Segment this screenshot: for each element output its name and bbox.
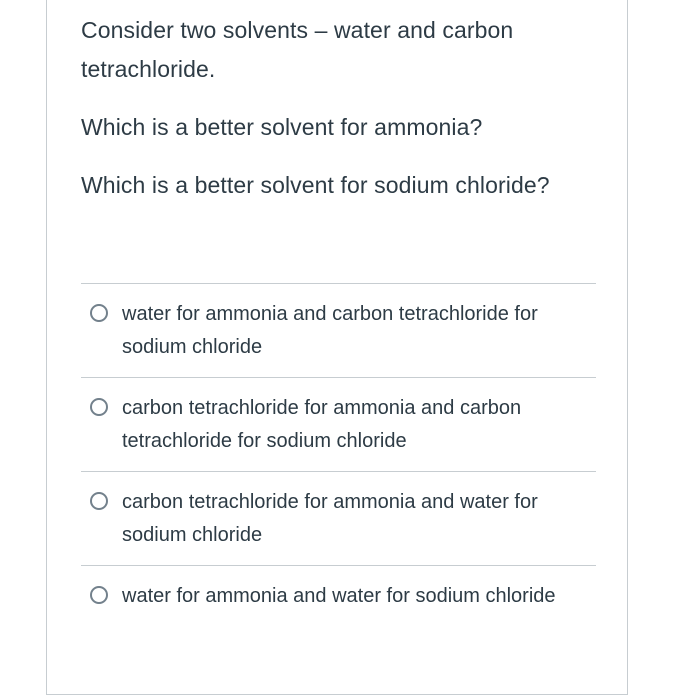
question-text	[81, 11, 601, 224]
answer-option-1[interactable]	[81, 283, 596, 377]
answer-label[interactable]: water for ammonia and water for sodium chloride	[122, 585, 556, 607]
question-sodium-chloride: Which is a better solvent for sodium chloride?	[81, 172, 550, 198]
answer-label[interactable]: carbon tetrachloride for ammonia and water for sodium chloride	[122, 491, 538, 546]
question-card	[46, 0, 628, 695]
radio-button[interactable]	[90, 304, 108, 322]
radio-button[interactable]	[90, 492, 108, 510]
answer-option-4[interactable]	[81, 565, 596, 659]
answer-option-3[interactable]	[81, 471, 596, 565]
radio-button[interactable]	[90, 398, 108, 416]
question-intro: Consider two solvents – water and carbon tetrachloride.	[81, 17, 514, 82]
answer-list	[81, 283, 596, 659]
question-ammonia: Which is a better solvent for ammonia?	[81, 114, 483, 140]
radio-button[interactable]	[90, 586, 108, 604]
answer-label[interactable]: carbon tetrachloride for ammonia and carbon tetrachloride for sodium chloride	[122, 397, 522, 452]
answer-option-2[interactable]	[81, 377, 596, 471]
answer-label[interactable]: water for ammonia and carbon tetrachloride for sodium chloride	[122, 303, 538, 358]
